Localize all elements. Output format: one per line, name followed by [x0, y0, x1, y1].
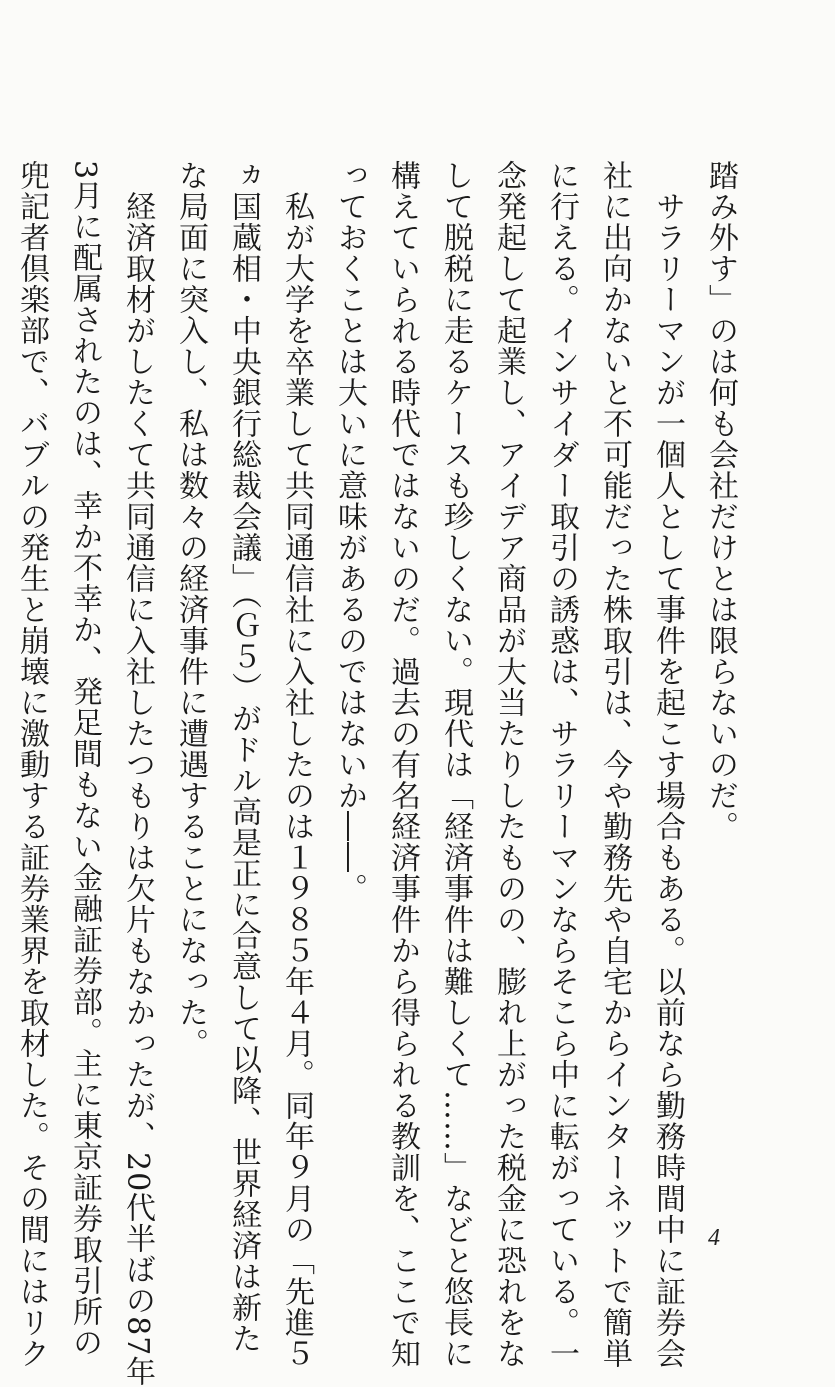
text-column-13: 3月に配属されたのは、幸か不幸か、発足間もない金融証券部。主に東京証券取引所の	[67, 160, 102, 1359]
text-column-1: 踏み外す」のは何も会社だけとは限らないのだ。	[703, 160, 738, 842]
text-column-2: サラリーマンが一個人として事件を起こす場合もある。以前なら勤務時間中に証券会	[650, 160, 685, 1369]
text-column-12: 経済取材がしたくて共同通信に入社したつもりは欠片もなかったが、20代半ばの87年	[120, 160, 155, 1387]
text-column-9: 私が大学を卒業して共同通信社に入社したのは１９８５年４月。同年９月の「先進５	[279, 160, 314, 1369]
text-column-6: して脱税に走るケースも珍しくない。現代は「経済事件は難しくて……」などと悠長に	[438, 160, 473, 1369]
page-number: 4	[708, 1225, 720, 1251]
text-column-8: っておくことは大いに意味があるのではないか――。	[332, 160, 367, 904]
text-column-5: 念発起して起業し、アイデア商品が大当たりしたものの、膨れ上がった税金に恐れをな	[491, 160, 526, 1369]
text-column-7: 構えていられる時代ではないのだ。過去の有名経済事件から得られる教訓を、ここで知	[385, 160, 420, 1369]
text-column-15	[0, 160, 5, 1220]
text-column-10: ヵ国蔵相・中央銀行総裁会議」（Ｇ５）がドル高是正に合意して以降、世界経済は新た	[226, 160, 261, 1354]
text-column-4: に行える。インサイダー取引の誘惑は、サラリーマンならそこら中に転がっている。一	[544, 160, 579, 1369]
text-column-14: 兜記者倶楽部で、バブルの発生と崩壊に激動する証券業界を取材した。その間にはリク	[14, 160, 49, 1369]
text-column-11: な局面に突入し、私は数々の経済事件に遭遇することになった。	[173, 160, 208, 1059]
vertical-text-body	[14, 160, 747, 1387]
text-column-3: 社に出向かないと不可能だった株取引は、今や勤務先や自宅からインターネットで簡単	[597, 160, 632, 1369]
